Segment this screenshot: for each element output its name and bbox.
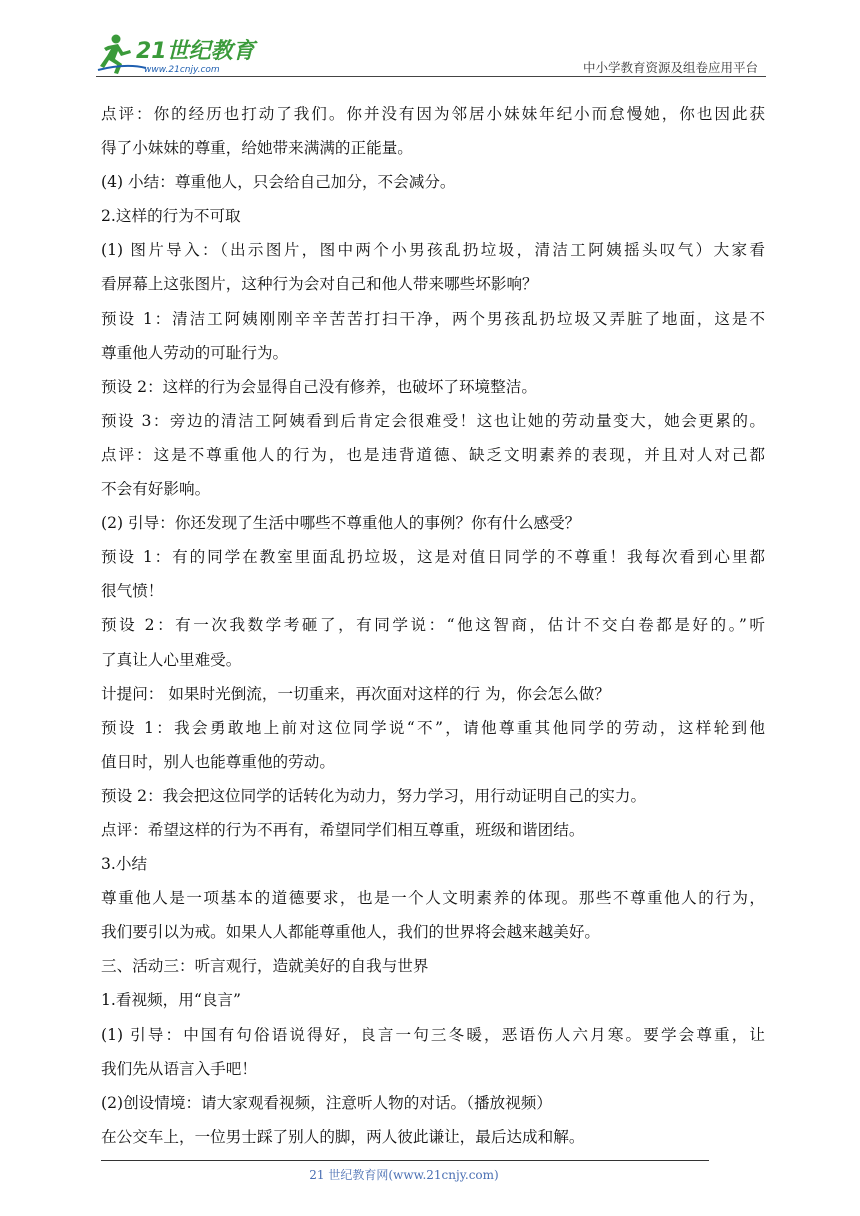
text-line: 了真让人心里难受。: [101, 650, 242, 669]
text-line: (4) 小结：尊重他人，只会给自己加分，不会减分。: [101, 173, 456, 192]
text-line: 尊重他人是一项基本的道德要求，也是一个人文明素养的体现。那些不尊重他人的行为，: [101, 889, 765, 908]
logo-url: www.21cnjy.com: [144, 65, 220, 75]
text-line: 尊重他人劳动的可耻行为。: [101, 343, 289, 362]
text-line: 2.这样的行为不可取: [101, 207, 241, 226]
text-line: 3.小结: [101, 855, 148, 874]
document-body: [101, 97, 765, 1154]
text-line: 点评：希望这样的行为不再有，希望同学们相互尊重，班级和谐团结。: [101, 820, 585, 839]
text-line: (2)创设情境：请大家观看视频，注意听人物的对话。（播放视频）: [101, 1093, 552, 1112]
text-line: 我们要引以为戒。如果人人都能尊重他人，我们的世界将会越来越美好。: [101, 923, 601, 942]
text-line: 在公交车上，一位男士踩了别人的脚，两人彼此谦让，最后达成和解。: [101, 1127, 585, 1146]
site-logo: [96, 30, 266, 78]
text-line: 预设 3：旁边的清洁工阿姨看到后肯定会很难受！这也让她的劳动量变大，她会更累的。: [101, 411, 765, 430]
header-divider: [96, 76, 766, 77]
text-line: (1) 图片导入：（出示图片，图中两个小男孩乱扔垃圾，清洁工阿姨摇头叹气）大家看: [101, 241, 765, 260]
text-line: 得了小妹妹的尊重，给她带来满满的正能量。: [101, 139, 413, 158]
text-line: (2) 引导：你还发现了生活中哪些不尊重他人的事例？你有什么感受？: [101, 514, 581, 533]
text-line: (1) 引导：中国有句俗语说得好，良言一句三冬暖，恶语伤人六月寒。要学会尊重，让: [101, 1025, 765, 1044]
text-line: 1.看视频，用“良言”: [101, 991, 241, 1010]
text-line: 预设 1：有的同学在教室里面乱扔垃圾，这是对值日同学的不尊重！我每次看到心里都: [101, 548, 765, 567]
logo-text: 21世纪教育: [136, 39, 255, 64]
platform-name: 中小学教育资源及组卷应用平台: [582, 60, 758, 75]
text-line: 不会有好影响。: [101, 480, 211, 499]
footer-divider: [101, 1160, 709, 1161]
text-line: 预设 1：我会勇敢地上前对这位同学说“不”，请他尊重其他同学的劳动，这样轮到他: [101, 718, 765, 737]
text-line: 很气愤！: [101, 582, 164, 601]
text-line: 预设 2：这样的行为会显得自己没有修养，也破坏了环境整洁。: [101, 377, 537, 396]
text-line: 点评：这是不尊重他人的行为，也是违背道德、缺乏文明素养的表现，并且对人对己都: [101, 445, 765, 464]
text-line: 我们先从语言入手吧！: [101, 1059, 257, 1078]
text-line: 预设 2：我会把这位同学的话转化为动力，努力学习，用行动证明自己的实力。: [101, 786, 647, 805]
text-line: 看屏幕上这张图片，这种行为会对自己和他人带来哪些坏影响？: [101, 275, 538, 294]
page-header: [96, 30, 766, 80]
text-line: 点评：你的经历也打动了我们。你并没有因为邻居小妹妹年纪小而怠慢她，你也因此获: [101, 105, 765, 123]
text-line: 值日时，别人也能尊重他的劳动。: [101, 752, 335, 771]
text-line: 计提问： 如果时光倒流，一切重来，再次面对这样的行 为，你会怎么做？: [101, 684, 610, 703]
text-line: 预设 2：有一次我数学考砸了，有同学说：“他这智商，估计不交白卷都是好的。”听: [101, 616, 765, 635]
text-line: 三、活动三：听言观行，造就美好的自我与世界: [101, 957, 429, 976]
text-line: 预设 1：清洁工阿姨刚刚辛辛苦苦打扫干净，两个男孩乱扔垃圾又弄脏了地面，这是不: [101, 309, 765, 328]
footer-link[interactable]: 21 世纪教育网(www.21cnjy.com): [309, 1168, 499, 1182]
